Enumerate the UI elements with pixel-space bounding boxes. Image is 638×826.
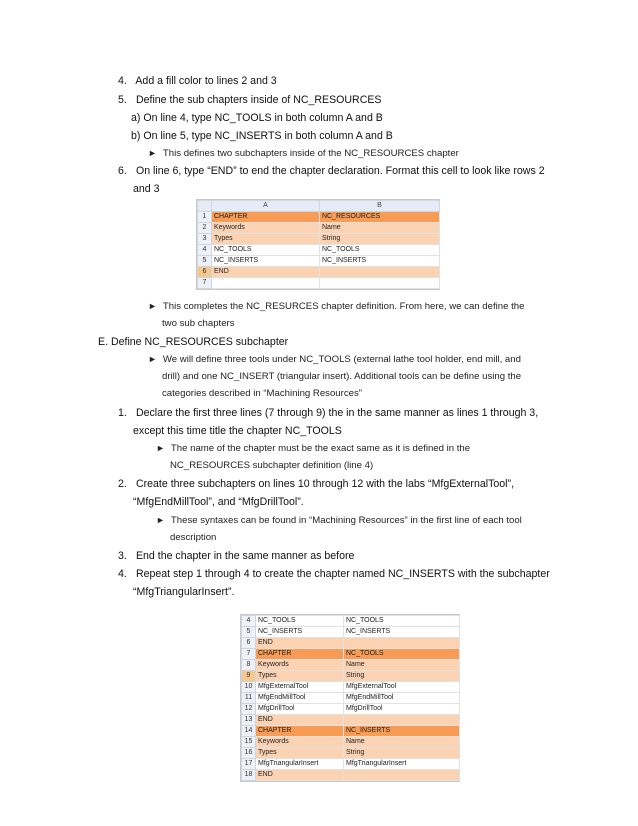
substep-b: b) On line 5, type NC_INSERTS in both column A and B bbox=[131, 130, 393, 142]
note-text: We will define three tools under NC_TOOLS (external lathe tool holder, end mill, and bbox=[162, 354, 521, 365]
sheet-row bbox=[242, 693, 460, 704]
arrow-right-icon: ► bbox=[148, 148, 157, 158]
cell-a: CHAPTER bbox=[256, 726, 344, 737]
sheet-row bbox=[198, 256, 440, 267]
e-step-1 bbox=[118, 406, 538, 420]
cell-a: MfgEndMillTool bbox=[256, 693, 344, 704]
step-4 bbox=[118, 74, 277, 88]
cell-a: END bbox=[256, 715, 344, 726]
arrow-right-icon: ► bbox=[156, 443, 165, 453]
step-text: Repeat step 1 through 4 to create the chapter named NC_INSERTS with the subchapter bbox=[135, 568, 550, 580]
sheet-row bbox=[198, 267, 440, 278]
row-number: 4 bbox=[198, 245, 212, 256]
row-number: 9 bbox=[242, 671, 256, 682]
sheet-row bbox=[242, 671, 460, 682]
cell-b bbox=[320, 267, 440, 278]
note-tools-line2: drill) and one NC_INSERT (triangular insert). Additional tools can be define using the bbox=[162, 371, 522, 382]
sheet-row bbox=[242, 649, 460, 660]
step-number: 4. bbox=[118, 568, 127, 580]
note-two-chapters bbox=[148, 146, 459, 161]
e-step-1-note-continued: NC_RESOURCES subchapter definition (line 4) bbox=[170, 460, 374, 471]
row-number: 10 bbox=[242, 682, 256, 693]
step-5 bbox=[118, 93, 382, 107]
e-step-4 bbox=[118, 567, 550, 581]
e-step-3 bbox=[118, 549, 354, 563]
step-number: 4. bbox=[118, 75, 127, 87]
cell-b: MfgDrillTool bbox=[344, 704, 460, 715]
cell-b: String bbox=[344, 671, 460, 682]
sheet-row bbox=[198, 278, 440, 289]
note-text: This completes the NC_RESURCES chapter definition. From here, we can define the bbox=[162, 301, 525, 312]
arrow-right-icon: ► bbox=[156, 515, 165, 525]
cell-a: Types bbox=[212, 234, 320, 245]
cell-a: NC_INSERTS bbox=[256, 627, 344, 638]
cell-a: Keywords bbox=[212, 223, 320, 234]
step-6-continued: and 3 bbox=[133, 183, 160, 195]
e-step-2 bbox=[118, 477, 514, 491]
sheet-row bbox=[242, 627, 460, 638]
row-number: 4 bbox=[242, 616, 256, 627]
sheet-row bbox=[242, 759, 460, 770]
cell-a: NC_TOOLS bbox=[256, 616, 344, 627]
arrow-right-icon: ► bbox=[148, 301, 157, 311]
sheet-row bbox=[242, 737, 460, 748]
cell-a: Types bbox=[256, 748, 344, 759]
cell-b bbox=[344, 715, 460, 726]
column-header-a: A bbox=[212, 201, 320, 212]
step-number: 3. bbox=[118, 550, 127, 562]
cell-b: Name bbox=[344, 660, 460, 671]
sheet-row bbox=[242, 682, 460, 693]
e-step-2-continued: “MfgEndMillTool”, and “MfgDrillTool”. bbox=[133, 496, 304, 508]
row-number: 2 bbox=[198, 223, 212, 234]
cell-b bbox=[320, 278, 440, 289]
spreadsheet-screenshot-1 bbox=[196, 199, 440, 290]
section-e-heading: E. Define NC_RESOURCES subchapter bbox=[98, 336, 289, 348]
cell-b: String bbox=[320, 234, 440, 245]
cell-a: MfgExternalTool bbox=[256, 682, 344, 693]
cell-b: NC_TOOLS bbox=[344, 616, 460, 627]
e-step-1-note bbox=[156, 441, 470, 456]
step-number: 1. bbox=[118, 407, 127, 419]
step-number: 2. bbox=[118, 478, 127, 490]
cell-b: MfgExternalTool bbox=[344, 682, 460, 693]
sheet-row bbox=[242, 704, 460, 715]
cell-a: END bbox=[256, 770, 344, 781]
step-text: Declare the first three lines (7 through 9) the in the same manner as lines 1 through 3, bbox=[135, 407, 539, 419]
row-number: 7 bbox=[242, 649, 256, 660]
row-number: 7 bbox=[198, 278, 212, 289]
step-text: On line 6, type “END” to end the chapter declaration. Format this cell to look like rows 2 bbox=[135, 165, 545, 177]
step-number: 5. bbox=[118, 94, 127, 106]
row-number: 6 bbox=[198, 267, 212, 278]
row-number: 17 bbox=[242, 759, 256, 770]
cell-a: Keywords bbox=[256, 660, 344, 671]
row-number: 5 bbox=[242, 627, 256, 638]
cell-b: NC_TOOLS bbox=[344, 649, 460, 660]
arrow-right-icon: ► bbox=[148, 354, 157, 364]
note-text: These syntaxes can be found in “Machining Resources” in the first line of each tool bbox=[170, 515, 522, 526]
cell-b: NC_INSERTS bbox=[344, 627, 460, 638]
cell-b: Name bbox=[344, 737, 460, 748]
row-number: 18 bbox=[242, 770, 256, 781]
sheet-row bbox=[242, 660, 460, 671]
e-step-1-continued: except this time title the chapter NC_TOOLS bbox=[133, 425, 342, 437]
cell-b: NC_INSERTS bbox=[344, 726, 460, 737]
note-completes-continued: two sub chapters bbox=[162, 318, 235, 329]
row-number: 13 bbox=[242, 715, 256, 726]
cell-a: Types bbox=[256, 671, 344, 682]
step-text: Define the sub chapters inside of NC_RESOURCES bbox=[135, 94, 382, 106]
cell-b: NC_RESOURCES bbox=[320, 212, 440, 223]
step-number: 6. bbox=[118, 165, 127, 177]
row-number: 8 bbox=[242, 660, 256, 671]
note-completes bbox=[148, 299, 524, 314]
note-tools-line3: categories described in “Machining Resources” bbox=[162, 388, 362, 399]
note-text: The name of the chapter must be the exact same as it is defined in the bbox=[170, 443, 471, 454]
cell-a: END bbox=[256, 638, 344, 649]
cell-a: NC_INSERTS bbox=[212, 256, 320, 267]
step-6 bbox=[118, 164, 545, 178]
sheet-row bbox=[198, 234, 440, 245]
sheet-row bbox=[242, 726, 460, 737]
corner-cell bbox=[198, 201, 212, 212]
cell-b bbox=[344, 770, 460, 781]
column-header-b: B bbox=[320, 201, 440, 212]
e-step-2-note bbox=[156, 513, 522, 528]
cell-b: Name bbox=[320, 223, 440, 234]
row-number: 3 bbox=[198, 234, 212, 245]
cell-b: MfgTriangularInsert bbox=[344, 759, 460, 770]
cell-a: CHAPTER bbox=[256, 649, 344, 660]
row-number: 12 bbox=[242, 704, 256, 715]
cell-a: END bbox=[212, 267, 320, 278]
sheet-row bbox=[242, 616, 460, 627]
sheet-row bbox=[198, 212, 440, 223]
e-step-4-continued: “MfgTriangularInsert”. bbox=[133, 586, 235, 598]
row-number: 15 bbox=[242, 737, 256, 748]
cell-b: NC_INSERTS bbox=[320, 256, 440, 267]
cell-a: CHAPTER bbox=[212, 212, 320, 223]
cell-b: MfgEndMillTool bbox=[344, 693, 460, 704]
cell-b: String bbox=[344, 748, 460, 759]
sheet-row bbox=[242, 638, 460, 649]
step-text: Add a fill color to lines 2 and 3 bbox=[135, 75, 277, 87]
row-number: 1 bbox=[198, 212, 212, 223]
row-number: 14 bbox=[242, 726, 256, 737]
e-step-2-note-continued: description bbox=[170, 532, 217, 543]
cell-b bbox=[344, 638, 460, 649]
sheet-row bbox=[242, 770, 460, 781]
cell-a: NC_TOOLS bbox=[212, 245, 320, 256]
cell-a bbox=[212, 278, 320, 289]
row-number: 5 bbox=[198, 256, 212, 267]
cell-a: MfgTriangularInsert bbox=[256, 759, 344, 770]
cell-a: Keywords bbox=[256, 737, 344, 748]
row-number: 6 bbox=[242, 638, 256, 649]
sheet-row bbox=[242, 715, 460, 726]
sheet-row bbox=[242, 748, 460, 759]
row-number: 16 bbox=[242, 748, 256, 759]
note-text: This defines two subchapters inside of the NC_RESOURCES chapter bbox=[162, 148, 459, 159]
step-text: Create three subchapters on lines 10 through 12 with the labs “MfgExternalTool”, bbox=[135, 478, 515, 490]
step-text: End the chapter in the same manner as before bbox=[135, 550, 355, 562]
cell-b: NC_TOOLS bbox=[320, 245, 440, 256]
cell-a: MfgDrillTool bbox=[256, 704, 344, 715]
sheet-row bbox=[198, 223, 440, 234]
note-tools bbox=[148, 352, 521, 367]
spreadsheet-screenshot-2 bbox=[240, 614, 460, 782]
substep-a: a) On line 4, type NC_TOOLS in both column A and B bbox=[131, 112, 383, 124]
sheet-row bbox=[198, 245, 440, 256]
row-number: 11 bbox=[242, 693, 256, 704]
